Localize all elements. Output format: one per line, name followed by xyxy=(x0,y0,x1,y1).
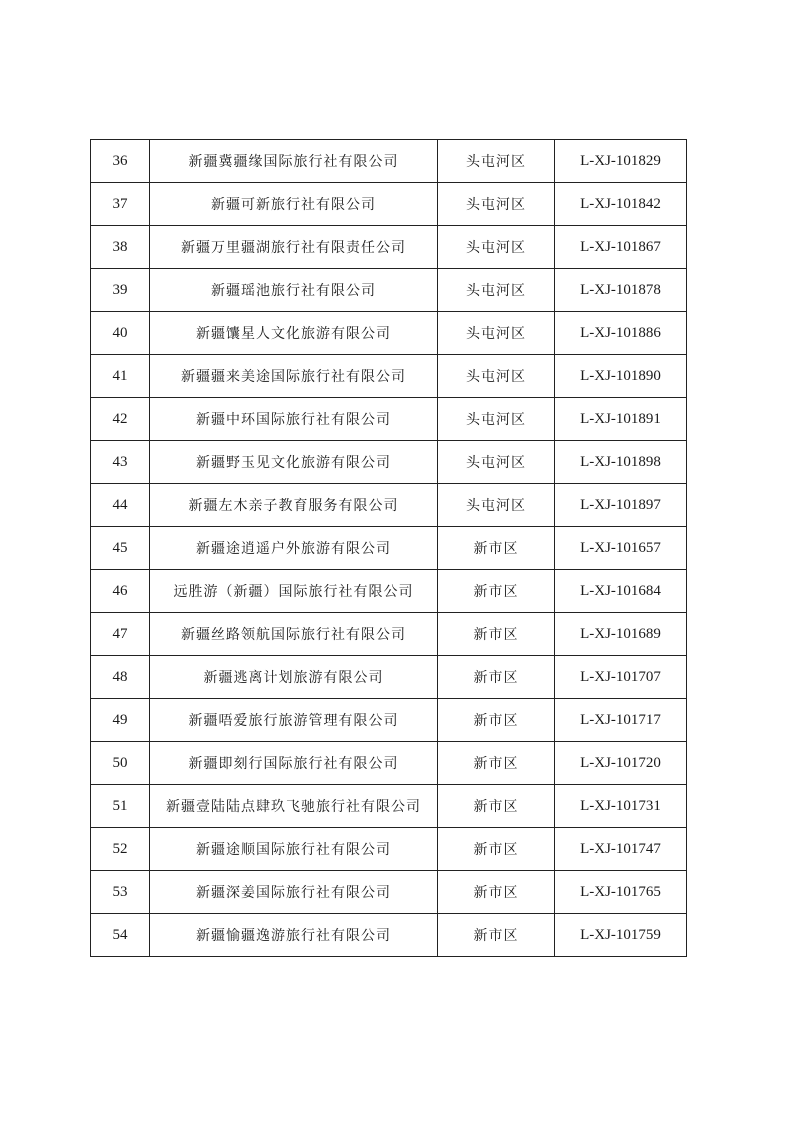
district-cell: 新市区 xyxy=(438,871,555,914)
district-cell: 头屯河区 xyxy=(438,312,555,355)
row-number-cell: 37 xyxy=(91,183,150,226)
table-row xyxy=(91,914,687,957)
company-name-cell: 新疆左木亲子教育服务有限公司 xyxy=(150,484,438,527)
district-cell: 新市区 xyxy=(438,914,555,957)
district-cell: 新市区 xyxy=(438,527,555,570)
license-number-cell: L-XJ-101898 xyxy=(555,441,687,484)
table-row xyxy=(91,871,687,914)
row-number-cell: 40 xyxy=(91,312,150,355)
table-row xyxy=(91,312,687,355)
license-number-cell: L-XJ-101717 xyxy=(555,699,687,742)
row-number-cell: 53 xyxy=(91,871,150,914)
row-number-cell: 46 xyxy=(91,570,150,613)
district-cell: 头屯河区 xyxy=(438,140,555,183)
license-number-cell: L-XJ-101765 xyxy=(555,871,687,914)
license-number-cell: L-XJ-101707 xyxy=(555,656,687,699)
license-number-cell: L-XJ-101890 xyxy=(555,355,687,398)
license-number-cell: L-XJ-101731 xyxy=(555,785,687,828)
company-name-cell: 新疆深姜国际旅行社有限公司 xyxy=(150,871,438,914)
company-name-cell: 新疆途顺国际旅行社有限公司 xyxy=(150,828,438,871)
table-row xyxy=(91,140,687,183)
district-cell: 头屯河区 xyxy=(438,441,555,484)
district-cell: 新市区 xyxy=(438,570,555,613)
table-row xyxy=(91,699,687,742)
district-cell: 新市区 xyxy=(438,742,555,785)
table-body xyxy=(91,140,687,957)
company-name-cell: 新疆丝路领航国际旅行社有限公司 xyxy=(150,613,438,656)
table-row xyxy=(91,398,687,441)
district-cell: 新市区 xyxy=(438,656,555,699)
district-cell: 新市区 xyxy=(438,699,555,742)
license-number-cell: L-XJ-101842 xyxy=(555,183,687,226)
company-name-cell: 新疆途逍遥户外旅游有限公司 xyxy=(150,527,438,570)
district-cell: 头屯河区 xyxy=(438,398,555,441)
license-number-cell: L-XJ-101684 xyxy=(555,570,687,613)
district-cell: 头屯河区 xyxy=(438,226,555,269)
row-number-cell: 49 xyxy=(91,699,150,742)
row-number-cell: 39 xyxy=(91,269,150,312)
row-number-cell: 47 xyxy=(91,613,150,656)
table-row xyxy=(91,355,687,398)
row-number-cell: 52 xyxy=(91,828,150,871)
table-row xyxy=(91,183,687,226)
company-name-cell: 远胜游（新疆）国际旅行社有限公司 xyxy=(150,570,438,613)
row-number-cell: 44 xyxy=(91,484,150,527)
license-number-cell: L-XJ-101867 xyxy=(555,226,687,269)
company-name-cell: 新疆野玉见文化旅游有限公司 xyxy=(150,441,438,484)
row-number-cell: 42 xyxy=(91,398,150,441)
table-row xyxy=(91,226,687,269)
company-name-cell: 新疆疆来美途国际旅行社有限公司 xyxy=(150,355,438,398)
table-row xyxy=(91,527,687,570)
company-name-cell: 新疆愉疆逸游旅行社有限公司 xyxy=(150,914,438,957)
license-number-cell: L-XJ-101689 xyxy=(555,613,687,656)
district-cell: 头屯河区 xyxy=(438,484,555,527)
company-name-cell: 新疆可新旅行社有限公司 xyxy=(150,183,438,226)
company-name-cell: 新疆即刻行国际旅行社有限公司 xyxy=(150,742,438,785)
row-number-cell: 36 xyxy=(91,140,150,183)
table-row xyxy=(91,785,687,828)
table-row xyxy=(91,441,687,484)
license-number-cell: L-XJ-101891 xyxy=(555,398,687,441)
company-name-cell: 新疆万里疆湖旅行社有限责任公司 xyxy=(150,226,438,269)
company-name-cell: 新疆馕星人文化旅游有限公司 xyxy=(150,312,438,355)
license-number-cell: L-XJ-101878 xyxy=(555,269,687,312)
district-cell: 新市区 xyxy=(438,828,555,871)
table-row xyxy=(91,613,687,656)
district-cell: 头屯河区 xyxy=(438,355,555,398)
row-number-cell: 54 xyxy=(91,914,150,957)
license-number-cell: L-XJ-101886 xyxy=(555,312,687,355)
row-number-cell: 43 xyxy=(91,441,150,484)
travel-agency-table xyxy=(90,139,687,957)
license-number-cell: L-XJ-101897 xyxy=(555,484,687,527)
row-number-cell: 48 xyxy=(91,656,150,699)
row-number-cell: 41 xyxy=(91,355,150,398)
company-name-cell: 新疆冀疆缘国际旅行社有限公司 xyxy=(150,140,438,183)
row-number-cell: 45 xyxy=(91,527,150,570)
company-name-cell: 新疆瑶池旅行社有限公司 xyxy=(150,269,438,312)
license-number-cell: L-XJ-101747 xyxy=(555,828,687,871)
table-row xyxy=(91,484,687,527)
district-cell: 头屯河区 xyxy=(438,183,555,226)
company-name-cell: 新疆中环国际旅行社有限公司 xyxy=(150,398,438,441)
company-name-cell: 新疆壹陆陆点肆玖飞驰旅行社有限公司 xyxy=(150,785,438,828)
table-row xyxy=(91,269,687,312)
license-number-cell: L-XJ-101657 xyxy=(555,527,687,570)
district-cell: 新市区 xyxy=(438,613,555,656)
row-number-cell: 51 xyxy=(91,785,150,828)
company-name-cell: 新疆逃离计划旅游有限公司 xyxy=(150,656,438,699)
district-cell: 新市区 xyxy=(438,785,555,828)
row-number-cell: 50 xyxy=(91,742,150,785)
table-row xyxy=(91,742,687,785)
license-number-cell: L-XJ-101829 xyxy=(555,140,687,183)
license-number-cell: L-XJ-101720 xyxy=(555,742,687,785)
license-number-cell: L-XJ-101759 xyxy=(555,914,687,957)
table-row xyxy=(91,570,687,613)
company-name-cell: 新疆唔爱旅行旅游管理有限公司 xyxy=(150,699,438,742)
district-cell: 头屯河区 xyxy=(438,269,555,312)
row-number-cell: 38 xyxy=(91,226,150,269)
table-row xyxy=(91,828,687,871)
table-row xyxy=(91,656,687,699)
